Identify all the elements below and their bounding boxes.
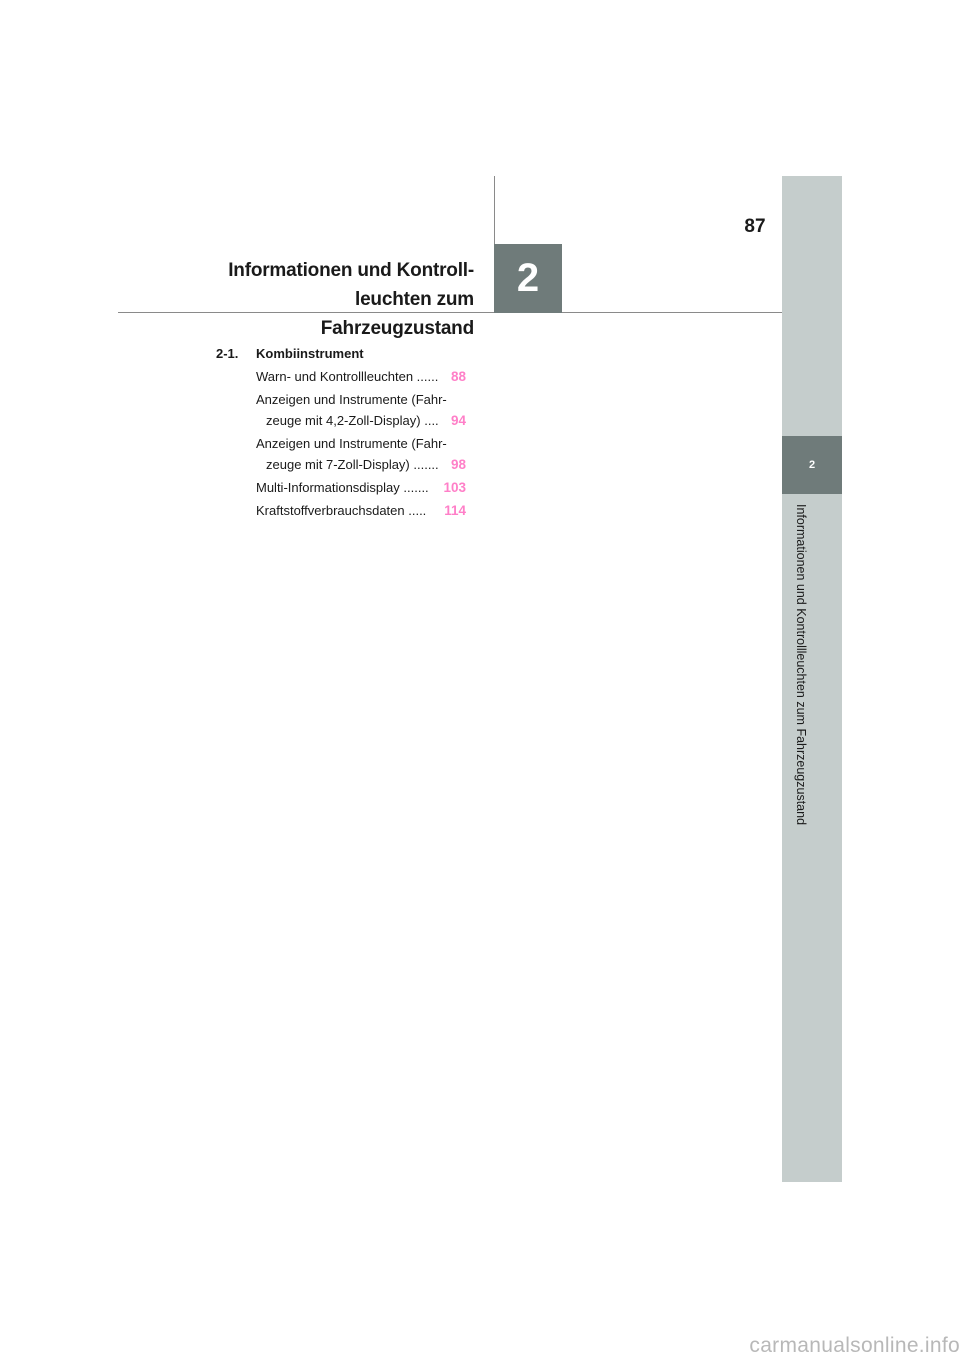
toc-entry-text: Warn- und Kontrollleuchten ...... (256, 369, 439, 384)
toc-entry[interactable] (256, 366, 466, 387)
toc-entry-page-link[interactable]: 94 (450, 413, 466, 428)
toc-entry-text-continued: zeuge mit 7-Zoll-Display) ....... (266, 457, 439, 472)
toc-entry[interactable] (256, 433, 466, 475)
section-number: 2-1. (216, 346, 239, 361)
toc-entry-page-link[interactable]: 88 (450, 369, 466, 384)
toc-entry-text: Kraftstoffverbrauchsdaten ..... (256, 503, 427, 518)
toc-entry[interactable] (256, 477, 466, 498)
chapter-title (200, 256, 474, 343)
chapter-number-box: 2 (494, 244, 562, 313)
chapter-title-line1: Informationen und Kontroll- (228, 260, 474, 281)
side-chapter-tab[interactable]: 2 (782, 436, 842, 494)
toc-entry-text: Anzeigen und Instrumente (Fahr- (256, 392, 447, 407)
toc-entry[interactable] (256, 389, 466, 431)
section-heading (216, 344, 476, 364)
side-chapter-label: Informationen und Kontrollleuchten zum Fahrzeugzustand (794, 504, 808, 826)
toc-entry-text-continued: zeuge mit 4,2-Zoll-Display) .... (266, 413, 439, 428)
toc-entry-text: Multi-Informationsdisplay ....... (256, 480, 429, 495)
toc-entry[interactable] (256, 500, 466, 521)
toc-entry-text: Anzeigen und Instrumente (Fahr- (256, 436, 447, 451)
toc-entry-page-link[interactable]: 114 (444, 503, 466, 518)
header-divider-vertical (494, 176, 495, 244)
toc-entry-page-link[interactable]: 98 (450, 457, 466, 472)
page-number: 87 (744, 216, 766, 237)
watermark: carmanualsonline.info (749, 1334, 960, 1357)
chapter-title-line2: leuchten zum Fahrzeugzustand (320, 289, 474, 339)
toc-entry-page-link[interactable]: 103 (443, 480, 466, 495)
section-title: Kombiinstrument (256, 346, 364, 361)
table-of-contents (216, 344, 476, 521)
